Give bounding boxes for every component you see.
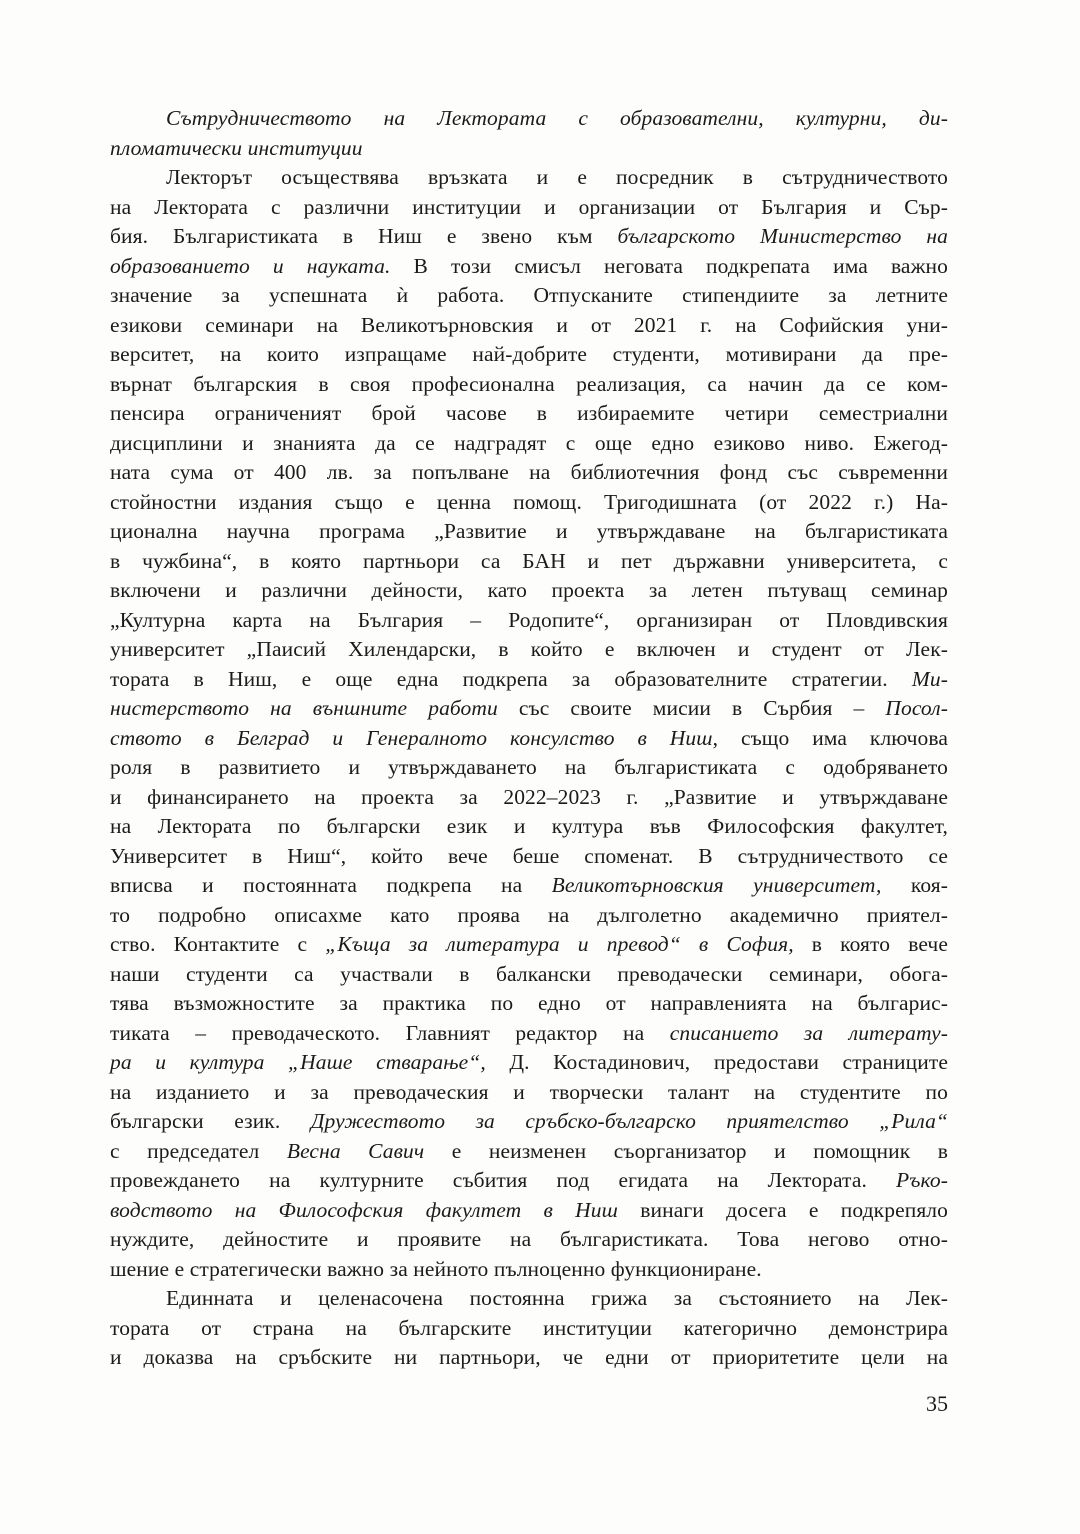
- italic-text-run: Ръко-: [896, 1168, 948, 1192]
- italic-text-run: „Къща за литература и превод“ в София,: [325, 932, 794, 956]
- text-line: [110, 1019, 948, 1049]
- italic-text-run: водството на Философския факултет в Ниш: [110, 1197, 618, 1222]
- text-line: [110, 960, 948, 990]
- text-run: Д. Костадинович, предостави страниците: [485, 1050, 948, 1074]
- text-line: [110, 1107, 948, 1137]
- text-line: [110, 1284, 948, 1314]
- text-run: български език.: [110, 1109, 311, 1133]
- text-run: наши студенти са участвали в балкански преводачески семинари, обога-: [110, 961, 948, 986]
- text-line: [110, 458, 948, 488]
- italic-text-run: ра и култура „Наше стварање“,: [110, 1050, 486, 1074]
- text-run: езикови семинари на Великотърновския и от 2021 г. на Софийския уни-: [110, 312, 948, 337]
- page-number: 35: [926, 1391, 948, 1416]
- italic-text-run: Сътрудничеството на Лектората с образователни, културни, ди-: [166, 106, 948, 130]
- text-line: [110, 1166, 948, 1196]
- text-line: [110, 989, 948, 1019]
- text-line: [110, 576, 948, 606]
- text-run: Университет в Ниш“, който вече беше споменат. В сътрудничеството се: [110, 843, 948, 868]
- italic-text-run: Весна Савич: [286, 1138, 425, 1163]
- text-run: на изданието и за преводаческия и творчески талант на студентите по: [110, 1079, 948, 1104]
- text-run: е неизменен съорганизатор и помощник в: [424, 1138, 948, 1163]
- text-run: коя-: [881, 873, 949, 897]
- text-run: то подробно описахме като проява на дълголетно академично приятел-: [110, 902, 948, 927]
- text-line: [110, 783, 948, 813]
- text-run: на Лектората по български език и култура във Философския факултет,: [110, 814, 948, 838]
- text-line: [110, 193, 948, 223]
- text-line: [110, 281, 948, 311]
- italic-text-run: Посол-: [885, 696, 948, 720]
- text-line: [110, 163, 948, 193]
- text-line: [110, 724, 948, 754]
- text-run: Единната и целенасочена постоянна грижа за състоянието на Лек-: [166, 1286, 948, 1310]
- text-run: винаги досега е подкрепяло: [617, 1197, 948, 1222]
- text-run: тиката – преводаческото. Главният редактор на: [110, 1020, 670, 1045]
- text-run: и финансирането на проекта за 2022–2023 г. „Развитие и утвърждаване: [110, 784, 948, 809]
- text-run: ционална научна програма „Развитие и утвърждаване на българистиката: [110, 519, 948, 543]
- italic-text-run: Дружеството за сръбско-българско приятелство „Рила“: [310, 1109, 948, 1133]
- text-run: на Лектората с различни институции и организации от България и Сър-: [110, 194, 948, 219]
- text-line: [110, 635, 948, 665]
- italic-text-run: ството в Белград и Генералното консулство в Ниш: [110, 725, 713, 750]
- text-run: вписва и постоянната подкрепа на: [110, 873, 552, 897]
- text-line: [110, 517, 948, 547]
- text-run: тява възможностите за практика по едно от направленията на българис-: [110, 991, 948, 1015]
- text-line: [110, 842, 948, 872]
- text-line: [110, 1196, 948, 1226]
- text-line: [110, 901, 948, 931]
- text-run: стойностни издания също е ценна помощ. Тригодишната (от 2022 г.) На-: [110, 489, 948, 514]
- text-line: [110, 370, 948, 400]
- italic-text-run: пломатически институции: [110, 135, 363, 160]
- heading-line: [110, 104, 948, 134]
- text-line: [110, 665, 948, 695]
- text-run: тората от страна на българските институции категорично демонстрира: [110, 1315, 948, 1340]
- text-line: [110, 753, 948, 783]
- text-run: Лекторът осъществява връзката и е посредник в сътрудничеството: [166, 165, 948, 189]
- text-line: [110, 1314, 948, 1344]
- text-line: [110, 429, 948, 459]
- text-run: , също има ключова: [712, 725, 948, 750]
- text-line: [110, 488, 948, 518]
- text-run: в която вече: [793, 932, 948, 956]
- italic-text-run: българското Министерство на: [617, 224, 948, 248]
- text-run: ство. Контактите с: [110, 932, 326, 956]
- text-line: [110, 606, 948, 636]
- text-run: дисциплини и знанията да се надградят с още едно езиково ниво. Ежегод-: [110, 430, 948, 455]
- text-line: [110, 1255, 948, 1285]
- text-run: нуждите, дейностите и проявите на българистиката. Това негово отно-: [110, 1227, 948, 1251]
- text-line: [110, 871, 948, 901]
- text-line: [110, 694, 948, 724]
- text-run: значение за успешната ѝ работа. Отпусканите стипендиите за летните: [110, 283, 948, 307]
- text-line: [110, 340, 948, 370]
- text-line: [110, 1078, 948, 1108]
- italic-text-run: нистерството на външните работи: [110, 696, 498, 720]
- text-run: В този смисъл неговата подкрепата има важно: [390, 253, 948, 278]
- text-line: [110, 311, 948, 341]
- text-run: роля в развитието и утвърждаването на българистиката с одобряването: [110, 755, 948, 779]
- text-line: [110, 547, 948, 577]
- text-line: [110, 1048, 948, 1078]
- text-run: „Културна карта на България – Родопите“, организиран от Пловдивския: [110, 607, 948, 632]
- text-run: пенсира ограниченият брой часове в избираемите четири семестриални: [110, 401, 948, 425]
- text-run: тората в Ниш, е още една подкрепа за образователните стратегии.: [110, 666, 912, 691]
- text-run: шение е стратегически важно за нейното пълноценно функциониране.: [110, 1256, 762, 1281]
- italic-text-run: Великотърновския университет,: [551, 873, 882, 897]
- text-line: [110, 222, 948, 252]
- text-line: [110, 1343, 948, 1373]
- text-run: провеждането на културните събития под егидата на Лектората.: [110, 1168, 897, 1192]
- text-run: ната сума от 400 лв. за попълване на библиотечния фонд със съвременни: [110, 460, 948, 484]
- text-block: [110, 104, 948, 1373]
- text-line: [110, 930, 948, 960]
- text-run: включени и различни дейности, като проекта за летен пътуващ семинар: [110, 578, 948, 602]
- text-line: [110, 252, 948, 282]
- text-run: бия. Българистиката в Ниш е звено към: [110, 224, 618, 248]
- text-run: в чужбина“, в която партньори са БАН и пет държавни университета, с: [110, 548, 948, 573]
- italic-text-run: списанието за литерату-: [669, 1020, 949, 1045]
- italic-text-run: Ми-: [911, 666, 948, 691]
- text-run: със своите мисии в Сърбия –: [497, 696, 886, 720]
- text-run: с председател: [110, 1138, 287, 1163]
- text-line: [110, 1225, 948, 1255]
- italic-text-run: образованието и науката.: [110, 253, 391, 278]
- heading-line: [110, 134, 948, 164]
- text-line: [110, 812, 948, 842]
- text-run: верситет, на които изпращаме най-добрите студенти, мотивирани да пре-: [110, 342, 948, 366]
- text-line: [110, 399, 948, 429]
- text-run: върнат българския в своя професионална реализация, са начин да се ком-: [110, 371, 948, 396]
- text-run: университет „Паисий Хилендарски, в който е включен и студент от Лек-: [110, 637, 948, 661]
- text-run: и доказва на сръбските ни партньори, че едни от приоритетите цели на: [110, 1345, 948, 1369]
- text-line: [110, 1137, 948, 1167]
